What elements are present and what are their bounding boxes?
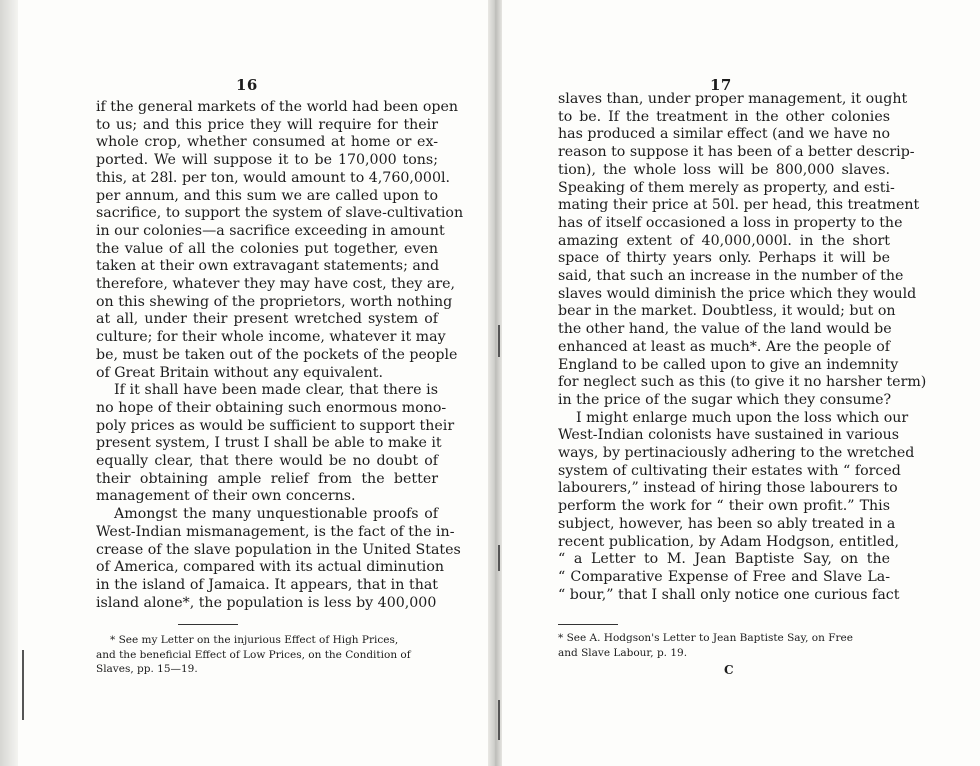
text-line: mating their price at 50l. per head, this treatment <box>558 197 920 214</box>
text-line: their obtaining ample relief from the better <box>96 470 438 487</box>
text-line: for neglect such as this (to give it no harsher term) <box>558 374 927 391</box>
text-line: England to be called upon to give an indemnity <box>558 356 899 373</box>
text-line: this, at 28l. per ton, would amount to 4,760,000l. <box>96 169 451 186</box>
text-line: equally clear, that there would be no doubt of <box>96 453 438 470</box>
text-line: to be. If the treatment in the other colonies <box>558 108 890 125</box>
text-line: Speaking of them merely as property, and esti- <box>558 179 895 196</box>
right-page <box>502 0 980 766</box>
text-line: crease of the slave population in the United States <box>96 541 461 558</box>
text-line: the value of all the colonies put together, even <box>96 240 438 257</box>
text-line: reason to suppose it has been of a better descrip- <box>558 144 915 161</box>
body-text <box>558 91 927 604</box>
text-line: West-Indian mismanagement, is the fact of the in- <box>96 523 455 540</box>
text-line: perform the work for “ their own profit.” This <box>558 498 890 515</box>
text-line: has produced a similar effect (and we have no <box>558 126 891 143</box>
text-line: in our colonies—a sacrifice exceeding in amount <box>96 222 445 239</box>
text-line: no hope of their obtaining such enormous mono- <box>96 399 447 416</box>
page-edge <box>0 0 18 766</box>
text-line: slaves would diminish the price which they would <box>558 285 917 302</box>
body-text <box>96 99 464 612</box>
text-line: to us; and this price they will require for their <box>96 116 438 133</box>
text-line: therefore, whatever they may have cost, they are, <box>96 276 456 293</box>
text-line: be, must be taken out of the pockets of the people <box>96 346 458 363</box>
footnote-rule <box>558 624 618 625</box>
book-gutter <box>488 0 502 766</box>
footnote-line: Slaves, pp. 15—19. <box>96 663 198 675</box>
footnote-line: and the beneficial Effect of Low Prices, on the Condition of <box>96 648 411 661</box>
footnote-line: * See A. Hodgson's Letter to Jean Baptiste Say, on Free <box>558 632 853 644</box>
text-line: subject, however, has been so ably treated in a <box>558 515 896 532</box>
text-line: in the price of the sugar which they consume? <box>558 391 892 408</box>
text-line: taken at their own extravagant statements; and <box>96 258 440 275</box>
page-number: 16 <box>236 76 258 94</box>
footnote-line: and Slave Labour, p. 19. <box>558 646 688 659</box>
text-line: “ a Letter to M. Jean Baptiste Say, on the <box>558 551 890 568</box>
text-line: space of thirty years only. Perhaps it will be <box>558 250 890 267</box>
text-line: the other hand, the value of the land would be <box>558 321 892 338</box>
text-line: whole crop, whether consumed at home or ex- <box>96 134 438 151</box>
text-line: island alone*, the population is less by 400,000 <box>96 594 437 611</box>
scan-mark <box>498 700 500 740</box>
text-line: sacrifice, to support the system of slave-cultivation <box>96 205 464 222</box>
text-line: on this shewing of the proprietors, worth nothing <box>96 293 453 310</box>
text-line: in the island of Jamaica. It appears, that in that <box>96 576 438 593</box>
text-line: Amongst the many unquestionable proofs of <box>114 506 438 523</box>
text-line: if the general markets of the world had been open <box>96 99 459 115</box>
footnote-rule <box>178 624 238 625</box>
text-line: of America, compared with its actual diminution <box>96 559 445 576</box>
text-line: “ Comparative Expense of Free and Slave La- <box>558 568 890 585</box>
scan-mark <box>498 545 500 571</box>
text-line: slaves than, under proper management, it ought <box>558 91 908 107</box>
signature-mark: C <box>724 663 734 677</box>
footnote <box>558 631 890 660</box>
text-line: at all, under their present wretched system of <box>96 311 438 328</box>
text-line: tion), the whole loss will be 800,000 slaves. <box>558 161 890 178</box>
page-number: 17 <box>710 76 732 94</box>
text-line: amazing extent of 40,000,000l. in the short <box>558 232 890 249</box>
left-page <box>18 0 488 766</box>
text-line: of Great Britain without any equivalent. <box>96 364 384 381</box>
text-line: poly prices as would be sufficient to support their <box>96 417 455 434</box>
text-line: West-Indian colonists have sustained in various <box>558 427 900 444</box>
footnote <box>96 633 438 677</box>
text-line: said, that such an increase in the number of the <box>558 268 904 285</box>
scan-mark <box>22 650 24 720</box>
text-line: “ bour,” that I shall only notice one curious fact <box>558 586 900 603</box>
text-line: If it shall have been made clear, that there is <box>114 382 438 399</box>
text-line: culture; for their whole income, whatever it may <box>96 329 446 346</box>
text-line: has of itself occasioned a loss in property to the <box>558 214 903 231</box>
scan-mark <box>498 325 500 357</box>
text-line: labourers,” instead of hiring those labourers to <box>558 480 898 497</box>
text-line: bear in the market. Doubtless, it would; but on <box>558 303 896 320</box>
text-line: management of their own concerns. <box>96 488 356 505</box>
text-line: system of cultivating their estates with “ forced <box>558 462 901 479</box>
text-line: present system, I trust I shall be able to make it <box>96 435 442 452</box>
text-line: per annum, and this sum we are called upon to <box>96 187 438 204</box>
text-line: enhanced at least as much*. Are the people of <box>558 338 890 355</box>
text-line: ported. We will suppose it to be 170,000 tons; <box>96 152 438 169</box>
footnote-line: * See my Letter on the injurious Effect of High Prices, <box>110 634 399 646</box>
text-line: ways, by pertinaciously adhering to the wretched <box>558 445 915 462</box>
text-line: I might enlarge much upon the loss which our <box>576 409 909 426</box>
text-line: recent publication, by Adam Hodgson, entitled, <box>558 533 899 550</box>
